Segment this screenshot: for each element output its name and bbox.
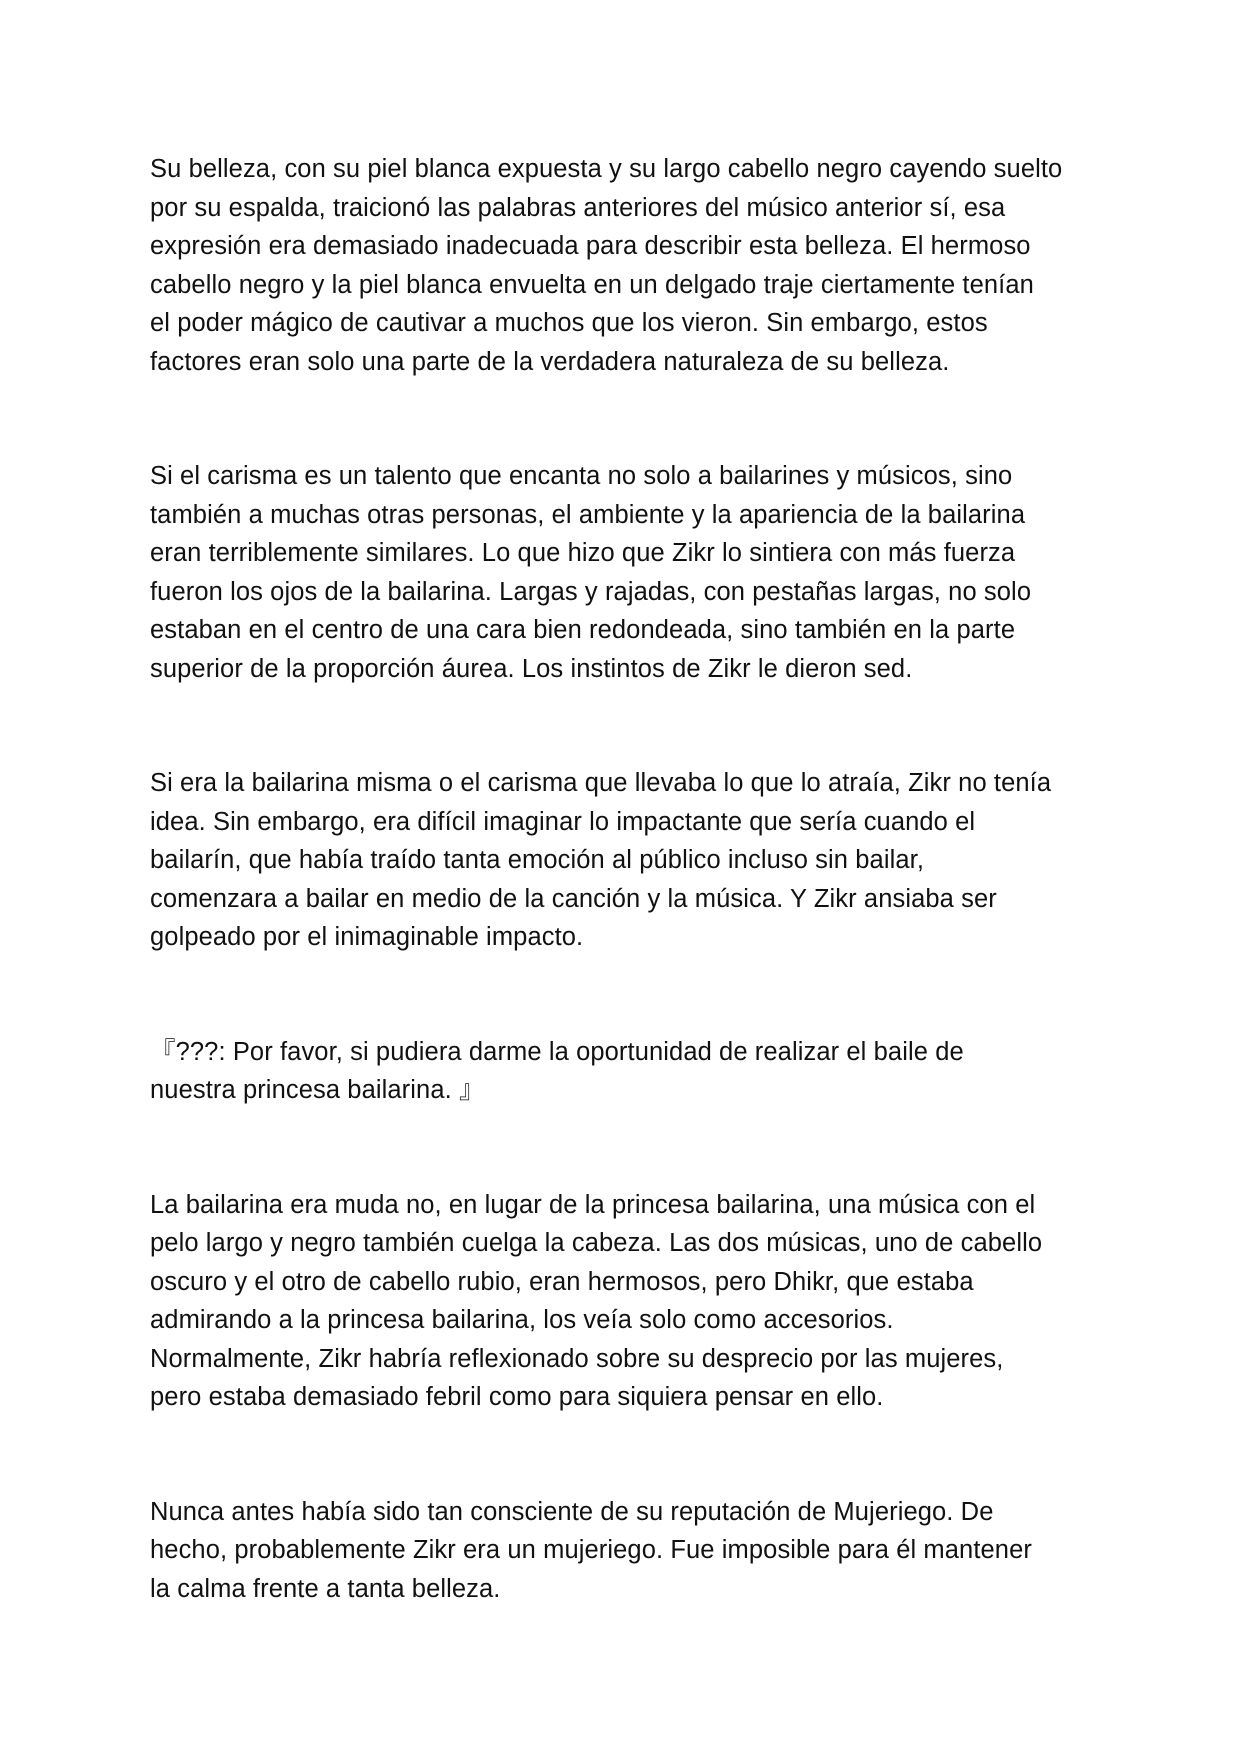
text-line: Si era la bailarina misma o el carisma que llevaba lo que lo atraía, Zikr no tenía xyxy=(150,769,1052,797)
text-line: el poder mágico de cautivar a muchos que los vieron. Sin embargo, estos xyxy=(150,309,988,337)
text-line: bailarín, que había traído tanta emoción al público incluso sin bailar, xyxy=(150,846,925,874)
text-line: expresión era demasiado inadecuada para describir esta belleza. El hermoso xyxy=(150,232,1031,260)
paragraph-5 xyxy=(150,1186,1110,1417)
paragraph-6 xyxy=(150,1493,1110,1609)
text-line: idea. Sin embargo, era difícil imaginar lo impactante que sería cuando el xyxy=(150,807,976,836)
text-line: cabello negro y la piel blanca envuelta en un delgado traje ciertamente tenían xyxy=(150,270,1034,299)
document-body xyxy=(150,150,1110,1684)
text-line: eran terriblemente similares. Lo que hizo que Zikr lo sintiera con más fuerza xyxy=(150,539,1016,567)
text-line: 『???: Por favor, si pudiera darme la oportunidad de realizar el baile de xyxy=(150,1037,964,1066)
paragraph-3 xyxy=(150,764,1110,957)
text-line: Si el carisma es un talento que encanta no solo a bailarines y músicos, sino xyxy=(150,462,1013,490)
paragraph-2 xyxy=(150,457,1110,688)
text-line: Su belleza, con su piel blanca expuesta y su largo cabello negro cayendo suelto xyxy=(150,155,1063,183)
text-line: pelo largo y negro también cuelga la cabeza. Las dos músicas, uno de cabello xyxy=(150,1229,1043,1257)
text-line: Nunca antes había sido tan consciente de su reputación de Mujeriego. De xyxy=(150,1497,994,1526)
text-line: comenzara a bailar en medio de la canción y la música. Y Zikr ansiaba ser xyxy=(150,884,997,913)
text-line: factores eran solo una parte de la verdadera naturaleza de su belleza. xyxy=(150,347,950,376)
paragraph-1 xyxy=(150,150,1110,381)
text-line: golpeado por el inimaginable impacto. xyxy=(150,923,584,951)
text-line: hecho, probablemente Zikr era un mujeriego. Fue imposible para él mantener xyxy=(150,1536,1032,1564)
text-line: por su espalda, traicionó las palabras anteriores del músico anterior sí, esa xyxy=(150,193,1006,222)
text-line: fueron los ojos de la bailarina. Largas y rajadas, con pestañas largas, no solo xyxy=(150,577,1032,606)
text-line: estaban en el centro de una cara bien redondeada, sino también en la parte xyxy=(150,616,1016,644)
text-line: La bailarina era muda no, en lugar de la princesa bailarina, una música con el xyxy=(150,1190,1036,1219)
text-line: también a muchas otras personas, el ambiente y la apariencia de la bailarina xyxy=(150,500,1026,529)
text-line: la calma frente a tanta belleza. xyxy=(150,1574,501,1603)
text-line: nuestra princesa bailarina. 』 xyxy=(150,1076,485,1104)
paragraph-4-dialogue xyxy=(150,1033,1110,1110)
text-line: pero estaba demasiado febril como para siquiera pensar en ello. xyxy=(150,1383,884,1411)
text-line: admirando a la princesa bailarina, los veía solo como accesorios. xyxy=(150,1306,894,1334)
text-line: oscuro y el otro de cabello rubio, eran hermosos, pero Dhikr, que estaba xyxy=(150,1267,974,1296)
text-line: Normalmente, Zikr habría reflexionado sobre su desprecio por las mujeres, xyxy=(150,1344,1004,1373)
text-line: superior de la proporción áurea. Los instintos de Zikr le dieron sed. xyxy=(150,654,913,683)
